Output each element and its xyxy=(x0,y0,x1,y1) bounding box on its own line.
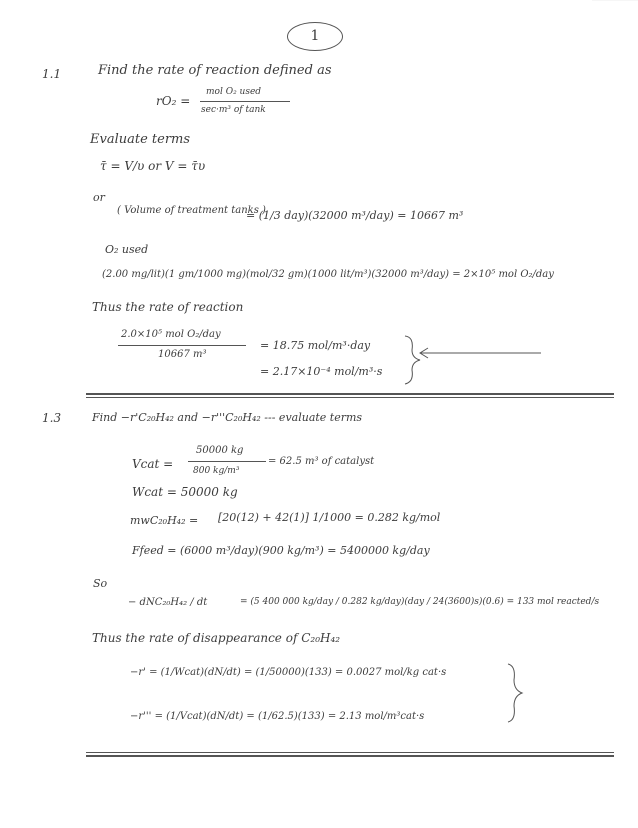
vcat-denominator: 800 kg/m³ xyxy=(193,466,240,476)
rate-per-m3-cat: −r''' = (1/Vcat)(dN/dt) = (1/62.5)(133) = 2.13 mol/m³cat·s xyxy=(130,711,425,722)
problem-label-1-3: 1.3 xyxy=(42,411,62,425)
vcat-lhs: Vcat = xyxy=(132,457,174,471)
final-denominator: 10667 m³ xyxy=(158,349,207,360)
result-per-second: = 2.17×10⁻⁴ mol/m³·s xyxy=(260,365,383,378)
mw-lhs: mwC₂₀H₄₂ = xyxy=(130,514,199,527)
vcat-numerator: 50000 kg xyxy=(196,445,244,456)
dn-lhs: − dNC₂₀H₄₂ / dt xyxy=(128,597,208,608)
wcat: Wcat = 50000 kg xyxy=(132,485,238,499)
rate-numerator: mol O₂ used xyxy=(206,87,262,97)
o2-used-label: O₂ used xyxy=(105,243,149,256)
thus-rate: Thus the rate of reaction xyxy=(92,300,244,314)
thus-disappearance: Thus the rate of disappearance of C₂₀H₄₂ xyxy=(92,631,341,645)
volume-label: ( Volume of treatment tanks ) xyxy=(117,205,266,216)
o2-used-calc: (2.00 mg/lit)(1 gm/1000 mg)(mol/32 gm)(1000 lit/m³)(32000 m³/day) = 2×10⁵ mol O₂/day xyxy=(102,269,554,280)
problem-label-1-1: 1.1 xyxy=(42,67,62,81)
ffeed: Ffeed = (6000 m³/day)(900 kg/m³) = 5400000 kg/day xyxy=(132,544,430,557)
result-brace-1-3 xyxy=(508,664,522,722)
rate-denominator: sec·m³ of tank xyxy=(201,105,266,115)
rate-lhs: rO₂ = xyxy=(156,94,191,108)
residence-time-eq: τ̄ = V/υ or V = τ̄υ xyxy=(100,159,206,173)
so-text: So xyxy=(93,577,108,590)
page-number: 1 xyxy=(310,28,320,44)
mw-rhs: [20(12) + 42(1)] 1/1000 = 0.282 kg/mol xyxy=(218,511,441,524)
problem-1-3-heading: Find −r'C₂₀H₄₂ and −r'''C₂₀H₄₂ --- evaluate terms xyxy=(92,411,363,424)
rate-per-kg-cat: −r' = (1/Wcat)(dN/dt) = (1/50000)(133) = 0.0027 mol/kg cat·s xyxy=(130,667,447,678)
result-per-day: = 18.75 mol/m³·day xyxy=(260,339,371,352)
result-brace-1-1 xyxy=(405,336,420,384)
evaluate-terms: Evaluate terms xyxy=(90,132,191,147)
vcat-rhs: = 62.5 m³ of catalyst xyxy=(268,456,375,467)
volume-calc: = (1/3 day)(32000 m³/day) = 10667 m³ xyxy=(246,209,464,222)
problem-1-1-heading: Find the rate of reaction defined as xyxy=(98,63,332,78)
dn-rhs: = (5 400 000 kg/day / 0.282 kg/day)(day / 24(3600)s)(0.6) = 133 mol reacted/s xyxy=(240,597,600,607)
final-numerator: 2.0×10⁵ mol O₂/day xyxy=(121,329,221,340)
or-text: or xyxy=(93,191,105,204)
